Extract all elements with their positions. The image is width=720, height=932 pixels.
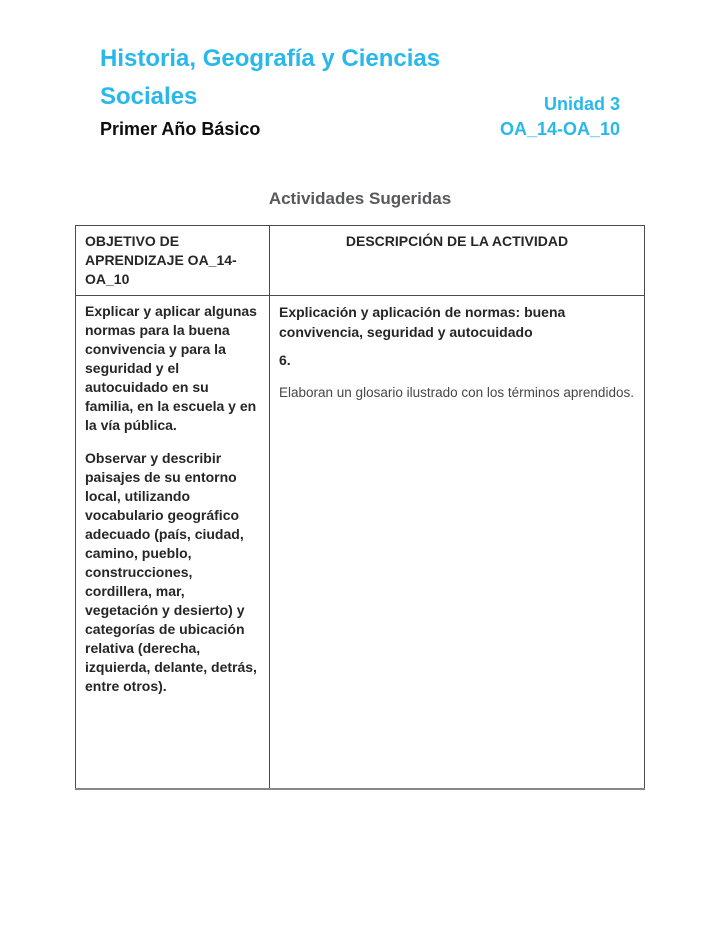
header-right-block bbox=[500, 92, 620, 142]
objective-column-header: OBJETIVO DE APRENDIZAJE OA_14-OA_10 bbox=[76, 226, 270, 296]
oa-code-label: OA_14-OA_10 bbox=[499, 119, 621, 139]
subject-title: Historia, Geografía y Ciencias Sociales bbox=[100, 45, 441, 110]
activity-title: Explicación y aplicación de normas: buena convivencia, seguridad y autocuidado bbox=[279, 304, 566, 340]
description-column-header: DESCRIPCIÓN DE LA ACTIVIDAD bbox=[270, 226, 645, 296]
objective-cell bbox=[76, 296, 270, 789]
table-header-row bbox=[76, 226, 645, 296]
objective-paragraph-2: Observar y describir paisajes de su entorno local, utilizando vocabulario geográfico adecuado (país, ciudad, camino, pueblo, construcciones, cordillera, mar, vegetación y desierto) y categorías de ubicación relativa (derecha, izquierda, delante, detrás, entre otros). bbox=[85, 450, 257, 694]
objective-paragraph-1: Explicar y aplicar algunas normas para la buena convivencia y para la seguridad y el autocuidado en su familia, en la escuela y en la vía pública. bbox=[85, 303, 257, 433]
header-left-block bbox=[100, 40, 500, 142]
activity-description: Elaboran un glosario ilustrado con los términos aprendidos. bbox=[279, 385, 634, 400]
grade-subtitle: Primer Año Básico bbox=[100, 119, 261, 139]
description-cell bbox=[270, 296, 645, 789]
table-row bbox=[76, 296, 645, 789]
unit-label: Unidad 3 bbox=[543, 94, 620, 114]
document-header bbox=[0, 0, 720, 142]
activity-number: 6. bbox=[279, 352, 291, 368]
activities-table bbox=[75, 225, 645, 790]
section-heading: Actividades Sugeridas bbox=[268, 189, 452, 208]
